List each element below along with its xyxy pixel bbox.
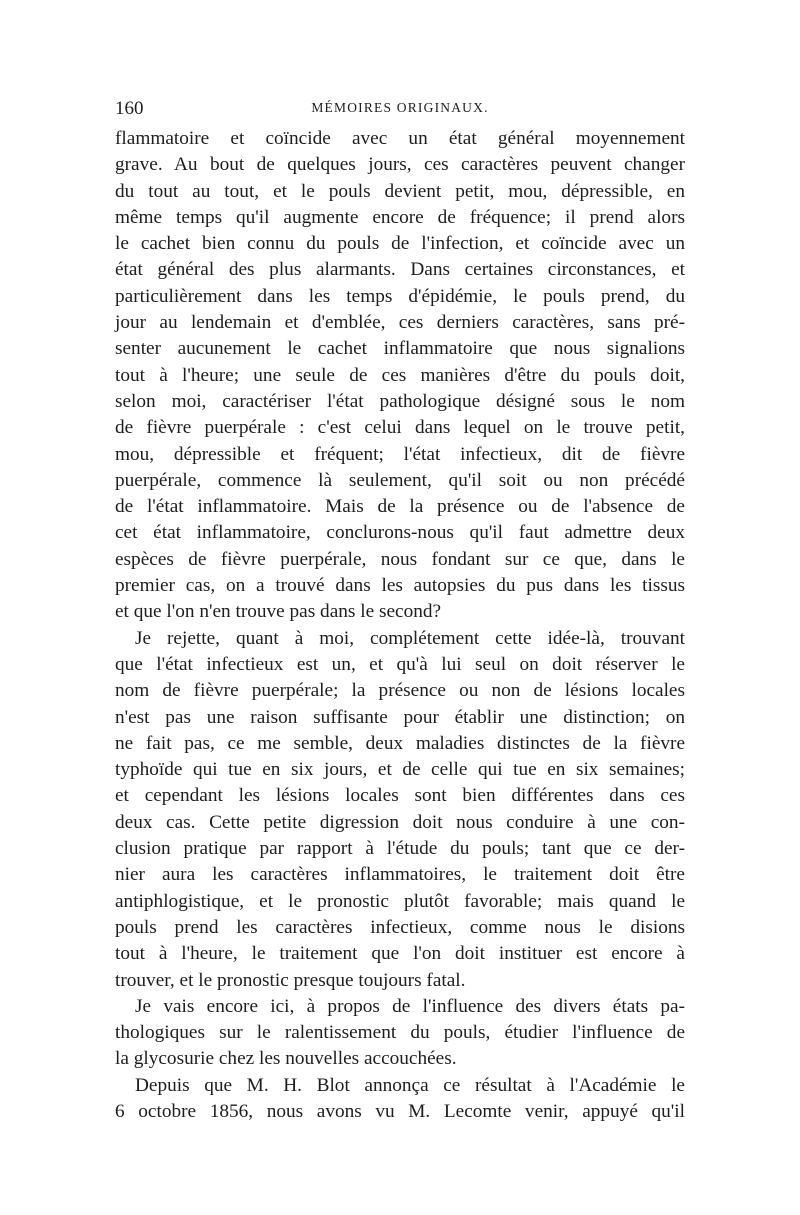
- text-line: et cependant les lésions locales sont bien différentes dans ces: [115, 785, 685, 807]
- text-line: cet état inflammatoire, conclurons-nous qu'il faut admettre deux: [115, 522, 685, 544]
- text-line: premier cas, on a trouvé dans les autopsies du pus dans les tissus: [115, 575, 685, 597]
- text-line: du tout au tout, et le pouls devient petit, mou, dépressible, en: [115, 180, 685, 202]
- text-line: de fièvre puerpérale : c'est celui dans lequel on le trouve petit,: [115, 417, 685, 439]
- text-line: et que l'on n'en trouve pas dans le second?: [115, 601, 442, 623]
- text-line: 6 octobre 1856, nous avons vu M. Lecomte venir, appuyé qu'il: [115, 1100, 685, 1122]
- text-line: thologiques sur le ralentissement du pouls, étudier l'influence de: [115, 1022, 685, 1044]
- text-line: antiphlogistique, et le pronostic plutôt favorable; mais quand le: [115, 890, 685, 912]
- running-head-title: MÉMOIRES ORIGINAUX.: [311, 100, 489, 115]
- paragraph: [115, 126, 685, 626]
- paragraph: [115, 626, 685, 994]
- page-number: 160: [115, 98, 144, 119]
- text-line: selon moi, caractériser l'état pathologique désigné sous le nom: [115, 390, 685, 412]
- text-line: n'est pas une raison suffisante pour établir une distinction; on: [115, 706, 685, 728]
- text-line: Je vais encore ici, à propos de l'influence des divers états pa-: [135, 995, 685, 1017]
- text-line: clusion pratique par rapport à l'étude du pouls; tant que ce der-: [115, 838, 685, 860]
- text-line: Depuis que M. H. Blot annonça ce résultat à l'Académie le: [135, 1074, 685, 1096]
- text-line: pouls prend les caractères infectieux, comme nous le disions: [115, 916, 685, 938]
- text-line: que l'état infectieux est un, et qu'à lui seul on doit réserver le: [115, 653, 685, 675]
- text-line: nier aura les caractères inflammatoires, le traitement doit être: [115, 864, 685, 886]
- text-line: même temps qu'il augmente encore de fréquence; il prend alors: [115, 206, 685, 228]
- body-text: [115, 126, 685, 1125]
- text-line: senter aucunement le cachet inflammatoire que nous signalions: [115, 338, 685, 360]
- running-head: [115, 96, 685, 126]
- text-line: particulièrement dans les temps d'épidémie, le pouls prend, du: [115, 285, 685, 307]
- text-line: puerpérale, commence là seulement, qu'il soit ou non précédé: [115, 469, 685, 491]
- text-line: nom de fièvre puerpérale; la présence ou non de lésions locales: [115, 680, 685, 702]
- paragraph: [115, 1073, 685, 1126]
- text-line: espèces de fièvre puerpérale, nous fondant sur ce que, dans le: [115, 548, 685, 570]
- paragraph: [115, 994, 685, 1073]
- text-line: flammatoire et coïncide avec un état général moyennement: [115, 128, 685, 149]
- text-line: Je rejette, quant à moi, complétement cette idée-là, trouvant: [135, 627, 685, 649]
- text-line: mou, dépressible et fréquent; l'état infectieux, dit de fièvre: [115, 443, 685, 465]
- text-line: le cachet bien connu du pouls de l'infection, et coïncide avec un: [115, 233, 685, 255]
- text-line: trouver, et le pronostic presque toujours fatal.: [115, 969, 466, 991]
- text-line: deux cas. Cette petite digression doit nous conduire à une con-: [115, 811, 685, 833]
- text-line: grave. Au bout de quelques jours, ces caractères peuvent changer: [115, 154, 685, 176]
- text-line: état général des plus alarmants. Dans certaines circonstances, et: [115, 259, 685, 281]
- text-line: la glycosurie chez les nouvelles accouchées.: [115, 1048, 457, 1070]
- book-page: [115, 96, 685, 1125]
- text-line: jour au lendemain et d'emblée, ces derniers caractères, sans pré-: [115, 312, 685, 334]
- text-line: typhoïde qui tue en six jours, et de celle qui tue en six semaines;: [115, 759, 685, 781]
- text-line: tout à l'heure, le traitement que l'on doit instituer est encore à: [115, 943, 685, 965]
- text-line: tout à l'heure; une seule de ces manières d'être du pouls doit,: [115, 364, 685, 386]
- text-line: ne fait pas, ce me semble, deux maladies distinctes de la fièvre: [115, 732, 685, 754]
- text-line: de l'état inflammatoire. Mais de la présence ou de l'absence de: [115, 496, 685, 518]
